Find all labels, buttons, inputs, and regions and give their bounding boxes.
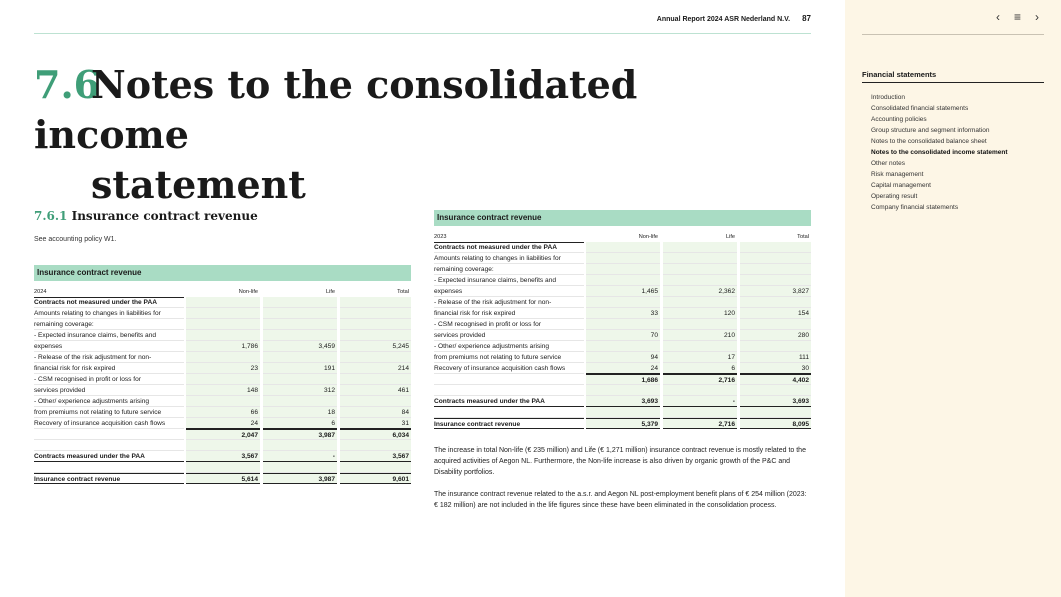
row-value: [663, 341, 737, 352]
sidebar-title[interactable]: Financial statements: [862, 70, 1044, 83]
row-value: [740, 264, 811, 275]
row-value: 24: [586, 363, 660, 374]
table-row: [434, 396, 811, 407]
row-value: [340, 396, 411, 407]
row-value: [740, 275, 811, 286]
row-value: 3,459: [263, 341, 337, 352]
table-row: [434, 286, 811, 297]
chevron-right-icon[interactable]: ›: [1035, 10, 1039, 24]
table-row: [434, 330, 811, 341]
sidebar-item-risk-management[interactable]: Risk management: [871, 171, 924, 178]
row-label: - CSM recognised in profit or loss for: [434, 319, 584, 330]
row-value: [340, 440, 411, 451]
row-label: [434, 407, 584, 418]
row-value: 31: [340, 418, 411, 429]
row-label: - Release of the risk adjustment for non-: [34, 352, 184, 363]
row-value: 148: [186, 385, 260, 396]
row-label: Amounts relating to changes in liabilities for: [434, 253, 584, 264]
row-value: 8,095: [740, 418, 811, 429]
revenue-table-2023: [434, 210, 811, 429]
row-label: - Other/ experience adjustments arising: [34, 396, 184, 407]
row-value: 3,567: [340, 451, 411, 462]
row-value: 5,614: [186, 473, 260, 484]
sidebar-item-notes-income-statement[interactable]: Notes to the consolidated income statement: [871, 149, 1008, 156]
row-value: [263, 440, 337, 451]
sidebar-item-group-structure[interactable]: Group structure and segment information: [871, 127, 990, 134]
table-column-header: [34, 287, 411, 297]
row-label: [34, 462, 184, 473]
row-value: 3,693: [586, 396, 660, 407]
row-value: [186, 330, 260, 341]
row-value: [340, 352, 411, 363]
column-header-total: Total: [740, 232, 811, 243]
row-label: - Expected insurance claims, benefits and: [34, 330, 184, 341]
row-label: financial risk for risk expired: [34, 363, 184, 374]
row-value: [340, 319, 411, 330]
row-value: 111: [740, 352, 811, 363]
row-value: 33: [586, 308, 660, 319]
row-label: Recovery of insurance acquisition cash flows: [34, 418, 184, 429]
paragraph-increase: The increase in total Non-life (€ 235 million) and Life (€ 1,271 million) insurance contract revenue is mostly related to the acquired activities of Aegon NL. Furthermore, the Non-life increase is also driven by organic growth of the P&C and Disability portfolios.: [434, 447, 806, 476]
row-value: 5,245: [340, 341, 411, 352]
sidebar-item-capital-management[interactable]: Capital management: [871, 182, 931, 189]
row-value: [586, 275, 660, 286]
year-header: 2024: [34, 287, 184, 298]
row-label: financial risk for risk expired: [434, 308, 584, 319]
row-value: [263, 374, 337, 385]
row-value: -: [263, 451, 337, 462]
row-value: 312: [263, 385, 337, 396]
row-value: [663, 319, 737, 330]
row-value: 280: [740, 330, 811, 341]
table-row: [434, 242, 811, 253]
table-row: [34, 363, 411, 374]
row-value: [340, 330, 411, 341]
sidebar-item-introduction[interactable]: Introduction: [871, 94, 905, 101]
row-value: 6: [263, 418, 337, 429]
sidebar-item-accounting-policies[interactable]: Accounting policies: [871, 116, 927, 123]
row-label: expenses: [434, 286, 584, 297]
row-value: 1,686: [586, 374, 660, 385]
row-value: [263, 297, 337, 308]
row-value: [663, 407, 737, 418]
paragraph-post-employment: The insurance contract revenue related to the a.s.r. and Aegon NL post-employment benefit plans of € 254 million (2023: € 182 million) are not included in the life figures since these have been eliminated in the consolidation process.: [434, 491, 807, 509]
row-value: 1,465: [586, 286, 660, 297]
table-row: [434, 341, 811, 352]
row-label: Amounts relating to changes in liabilities for: [34, 308, 184, 319]
row-value: [263, 308, 337, 319]
table-row: [34, 385, 411, 396]
table-row: [34, 396, 411, 407]
row-label: remaining coverage:: [34, 319, 184, 330]
table-row: [434, 253, 811, 264]
row-value: [586, 385, 660, 396]
row-value: [186, 462, 260, 473]
row-value: 17: [663, 352, 737, 363]
row-value: 24: [186, 418, 260, 429]
menu-icon[interactable]: ≡: [1013, 10, 1021, 24]
column-header-non-life: Non-life: [186, 287, 260, 298]
row-value: [740, 385, 811, 396]
row-value: [186, 308, 260, 319]
table-row: [34, 407, 411, 418]
sidebar-item-company-financial-statements[interactable]: Company financial statements: [871, 204, 959, 211]
table-row: [434, 308, 811, 319]
year-header: 2023: [434, 232, 584, 243]
row-value: [586, 341, 660, 352]
row-label: expenses: [34, 341, 184, 352]
row-label: Recovery of insurance acquisition cash flows: [434, 363, 584, 374]
row-value: 2,047: [186, 429, 260, 440]
table-row: [34, 330, 411, 341]
row-label: - CSM recognised in profit or loss for: [34, 374, 184, 385]
row-label: - Release of the risk adjustment for non-: [434, 297, 584, 308]
row-label: [434, 374, 584, 385]
table-row: [34, 462, 411, 473]
table-row: [434, 319, 811, 330]
row-value: [740, 319, 811, 330]
row-value: 2,716: [663, 374, 737, 385]
page-header: [657, 14, 811, 23]
table-row: [434, 264, 811, 275]
table-row: [34, 352, 411, 363]
row-label: - Other/ experience adjustments arising: [434, 341, 584, 352]
table-row: [434, 385, 811, 396]
row-value: -: [663, 396, 737, 407]
row-value: [263, 462, 337, 473]
nav-icons: [996, 10, 1039, 24]
row-value: 6,034: [340, 429, 411, 440]
row-value: 3,567: [186, 451, 260, 462]
chapter-title-line1: Notes to the consolidated income: [34, 62, 638, 157]
row-value: [263, 352, 337, 363]
section-number: 7.6.1: [34, 209, 68, 223]
table-heading: Insurance contract revenue: [434, 210, 811, 226]
row-value: [740, 341, 811, 352]
table-row: [434, 374, 811, 385]
row-value: [586, 253, 660, 264]
table-row: [434, 363, 811, 374]
row-value: [740, 253, 811, 264]
row-value: [586, 319, 660, 330]
row-value: 5,379: [586, 418, 660, 429]
row-value: [186, 297, 260, 308]
table-row: [434, 418, 811, 429]
column-header-life: Life: [263, 287, 337, 298]
row-value: 30: [740, 363, 811, 374]
table-row: [34, 440, 411, 451]
table-row: [434, 407, 811, 418]
row-value: 70: [586, 330, 660, 341]
row-label: from premiums not relating to future service: [34, 407, 184, 418]
row-value: 3,827: [740, 286, 811, 297]
row-value: [586, 297, 660, 308]
row-value: [340, 462, 411, 473]
accounting-policy-reference: See accounting policy W1.: [34, 236, 117, 243]
row-label: services provided: [34, 385, 184, 396]
table-row: [34, 429, 411, 440]
table-row: [34, 451, 411, 462]
row-value: 2,716: [663, 418, 737, 429]
chapter-number: 7.6: [34, 62, 101, 107]
column-header-life: Life: [663, 232, 737, 243]
row-value: 191: [263, 363, 337, 374]
table-row: [434, 275, 811, 286]
sidebar-item-operating-result[interactable]: Operating result: [871, 193, 918, 200]
row-value: 2,362: [663, 286, 737, 297]
column-header-non-life: Non-life: [586, 232, 660, 243]
row-value: [186, 440, 260, 451]
table-row: [34, 297, 411, 308]
row-value: [663, 264, 737, 275]
sidebar-item-other-notes[interactable]: Other notes: [871, 160, 905, 167]
row-label: from premiums not relating to future service: [434, 352, 584, 363]
table-row: [34, 374, 411, 385]
row-value: 94: [586, 352, 660, 363]
row-value: 84: [340, 407, 411, 418]
report-title: Annual Report 2024 ASR Nederland N.V.: [656, 16, 791, 23]
section-title-text: Insurance contract revenue: [71, 209, 258, 223]
row-value: [340, 308, 411, 319]
row-value: [663, 275, 737, 286]
row-value: [740, 407, 811, 418]
sidebar-item-notes-balance-sheet[interactable]: Notes to the consolidated balance sheet: [871, 138, 987, 145]
row-value: [340, 374, 411, 385]
row-label: Contracts measured under the PAA: [434, 396, 584, 407]
page-number: 87: [802, 14, 811, 23]
revenue-table-2024: [34, 265, 411, 484]
chapter-title: [34, 60, 794, 210]
table-row: [34, 418, 411, 429]
row-value: 9,601: [340, 473, 411, 484]
row-value: [740, 297, 811, 308]
table-row: [434, 352, 811, 363]
row-value: 214: [340, 363, 411, 374]
sidebar-nav-list: [871, 92, 1008, 213]
row-value: [263, 319, 337, 330]
row-value: 210: [663, 330, 737, 341]
row-value: 154: [740, 308, 811, 319]
row-value: [663, 385, 737, 396]
row-value: 23: [186, 363, 260, 374]
sidebar-divider: [862, 34, 1044, 35]
row-value: [186, 374, 260, 385]
row-value: [186, 396, 260, 407]
row-value: 461: [340, 385, 411, 396]
column-header-total: Total: [340, 287, 411, 298]
row-value: 6: [663, 363, 737, 374]
table-row: [34, 473, 411, 484]
row-label: - Expected insurance claims, benefits and: [434, 275, 584, 286]
row-value: [340, 297, 411, 308]
row-label: [34, 440, 184, 451]
row-value: [586, 264, 660, 275]
table-column-header: [434, 232, 811, 242]
row-value: [263, 396, 337, 407]
row-label: Contracts not measured under the PAA: [434, 242, 584, 253]
row-label: Contracts measured under the PAA: [34, 451, 184, 462]
row-label: Insurance contract revenue: [434, 418, 584, 429]
row-value: [186, 319, 260, 330]
chevron-left-icon[interactable]: ‹: [995, 10, 1000, 24]
sidebar: [845, 0, 1061, 597]
row-label: Contracts not measured under the PAA: [34, 297, 184, 308]
header-divider: [34, 33, 811, 34]
row-value: 66: [186, 407, 260, 418]
row-value: 3,987: [263, 473, 337, 484]
section-title: [34, 209, 258, 223]
table-heading: Insurance contract revenue: [34, 265, 411, 281]
row-label: Insurance contract revenue: [34, 473, 184, 484]
chapter-title-line2: statement: [91, 162, 306, 207]
row-value: [740, 242, 811, 253]
row-value: 120: [663, 308, 737, 319]
row-value: 18: [263, 407, 337, 418]
row-value: 4,402: [740, 374, 811, 385]
row-value: 3,693: [740, 396, 811, 407]
row-value: [586, 242, 660, 253]
row-label: [34, 429, 184, 440]
row-value: [586, 407, 660, 418]
row-value: [663, 253, 737, 264]
table-row: [34, 319, 411, 330]
row-label: remaining coverage:: [434, 264, 584, 275]
row-label: [434, 385, 584, 396]
row-value: 1,786: [186, 341, 260, 352]
sidebar-item-consolidated-financial-statements[interactable]: Consolidated financial statements: [871, 105, 969, 112]
row-value: [663, 242, 737, 253]
row-label: services provided: [434, 330, 584, 341]
table-row: [434, 297, 811, 308]
row-value: [186, 352, 260, 363]
row-value: [663, 297, 737, 308]
table-row: [34, 308, 411, 319]
row-value: 3,987: [263, 429, 337, 440]
table-row: [34, 341, 411, 352]
row-value: [263, 330, 337, 341]
